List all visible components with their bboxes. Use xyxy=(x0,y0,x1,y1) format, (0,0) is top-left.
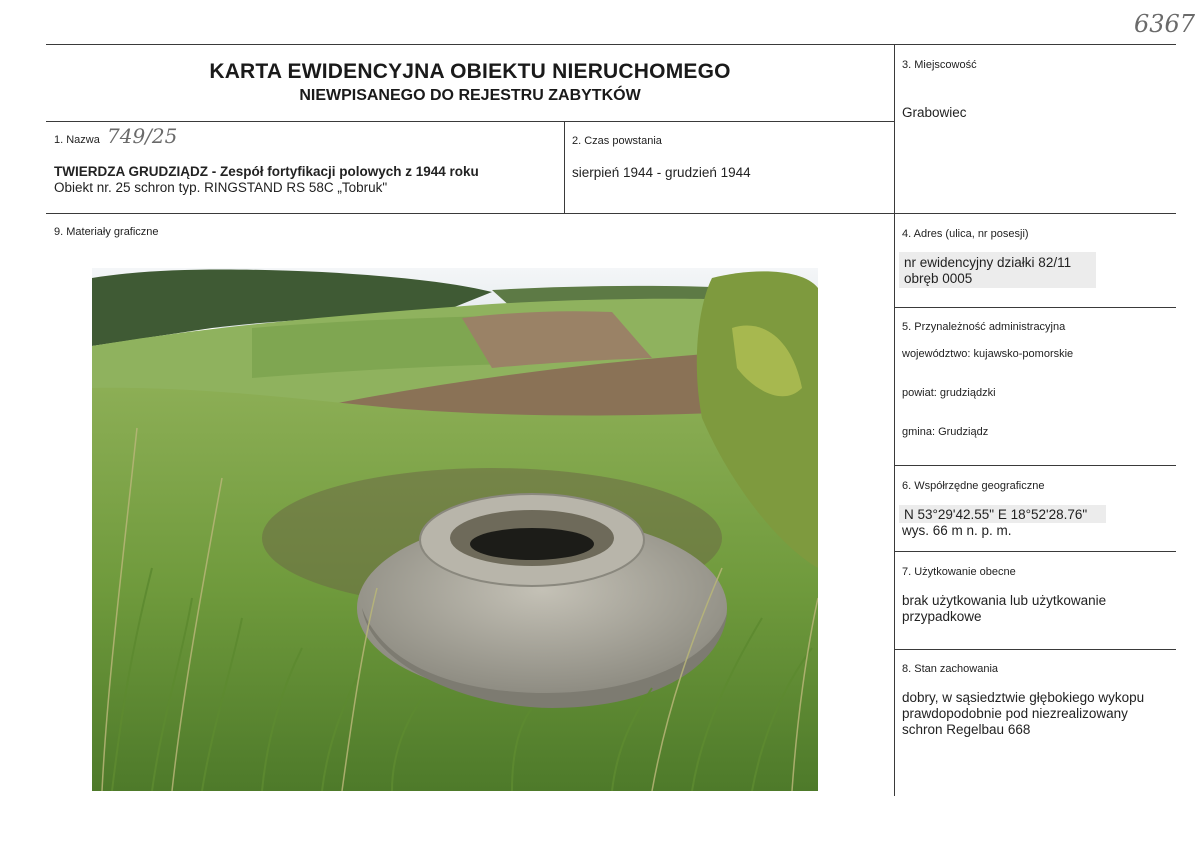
admin-commune: gmina: Grudziądz xyxy=(902,426,989,438)
time-label: 2. Czas powstania xyxy=(572,135,662,147)
main-divider xyxy=(894,44,895,796)
time-value: sierpień 1944 - grudzień 1944 xyxy=(572,165,751,180)
archive-number: 6367 xyxy=(1134,10,1196,38)
name-line-1: TWIERDZA GRUDZIĄDZ - Zespół fortyfikacji polowych z 1944 roku xyxy=(54,164,479,179)
frame-top-line xyxy=(46,44,1176,45)
bunker-photo xyxy=(92,268,818,791)
coords-value: N 53°29'42.55" E 18°52'28.76" xyxy=(904,507,1088,522)
name-time-divider xyxy=(564,121,565,213)
address-bottom-line xyxy=(894,307,1176,308)
admin-voivodeship: województwo: kujawsko-pomorskie xyxy=(902,348,1074,360)
admin-label: 5. Przynależność administracyjna xyxy=(902,321,1066,333)
admin-bottom-line xyxy=(894,465,1176,466)
name-handwritten-number: 749/25 xyxy=(107,124,178,148)
address-label: 4. Adres (ulica, nr posesji) xyxy=(902,228,1029,240)
usage-bottom-line xyxy=(894,649,1176,650)
usage-line-2: przypadkowe xyxy=(902,609,982,624)
name-line-2: Obiekt nr. 25 schron typ. RINGSTAND RS 58C „Tobruk" xyxy=(54,180,388,195)
page-title: KARTA EWIDENCYJNA OBIEKTU NIERUCHOMEGO xyxy=(209,60,731,83)
address-line-1: nr ewidencyjny działki 82/11 xyxy=(904,255,1072,270)
condition-line-2: prawdopodobnie pod niezrealizowany xyxy=(902,706,1128,721)
title-bottom-line xyxy=(46,121,894,122)
admin-county: powiat: grudziądzki xyxy=(902,387,996,399)
name-label: 1. Nazwa xyxy=(54,134,100,146)
usage-label: 7. Użytkowanie obecne xyxy=(902,566,1016,578)
graphics-label: 9. Materiały graficzne xyxy=(54,226,159,238)
coords-altitude: wys. 66 m n. p. m. xyxy=(902,523,1012,538)
place-value: Grabowiec xyxy=(902,105,967,120)
condition-line-1: dobry, w sąsiedztwie głębokiego wykopu xyxy=(902,690,1145,705)
place-label: 3. Miejscowość xyxy=(902,59,977,71)
condition-label: 8. Stan zachowania xyxy=(902,663,999,675)
coords-label: 6. Współrzędne geograficzne xyxy=(902,480,1045,492)
page-subtitle: NIEWPISANEGO DO REJESTRU ZABYTKÓW xyxy=(299,87,641,104)
condition-line-3: schron Regelbau 668 xyxy=(902,722,1031,737)
name-bottom-line xyxy=(46,213,1176,214)
address-line-2: obręb 0005 xyxy=(904,271,973,286)
coords-bottom-line xyxy=(894,551,1176,552)
usage-line-1: brak użytkowania lub użytkowanie xyxy=(902,593,1107,608)
